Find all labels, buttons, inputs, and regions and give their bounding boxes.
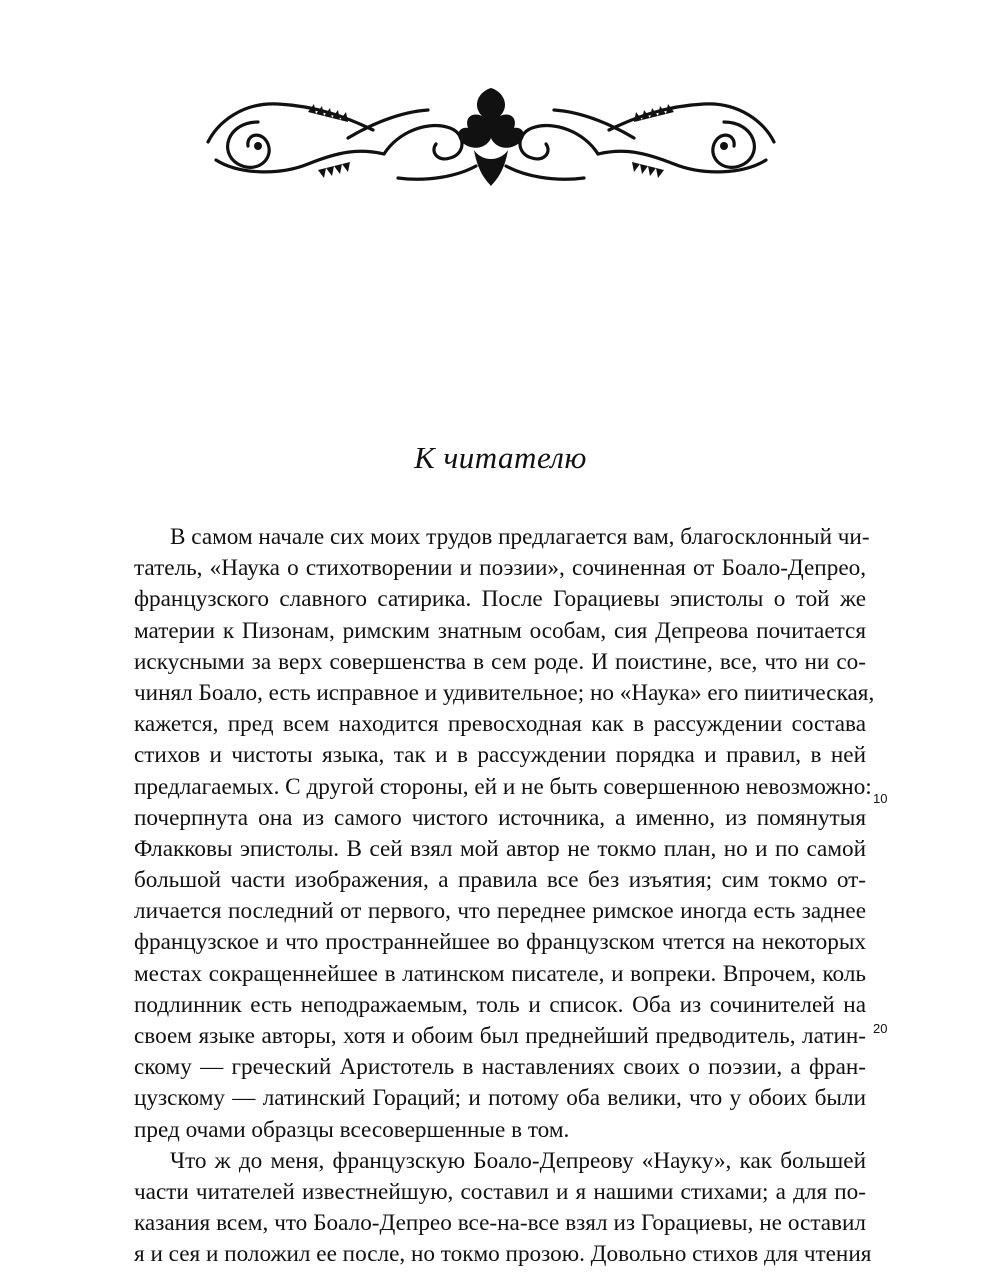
- text-line: стихов и чистоты языка, так и в рассуждении порядка и правил, в ней: [134, 742, 866, 769]
- text-line: материи к Пизонам, римским знатным особам, сия Депреова почитается: [134, 617, 866, 644]
- text-line: чинял Боало, есть исправное и удивительное; но «Наука» его пиитическая,: [134, 679, 875, 706]
- text-line: татель, «Наука о стихотворении и поэзии», сочиненная от Боало-Депрео,: [134, 555, 866, 582]
- text-line: большой части изображения, а правила все без изъятия; сим токмо от-: [134, 867, 866, 894]
- line-number: 20: [873, 1021, 888, 1036]
- text-line: кажется, пред всем находится превосходная как в рассуждении состава: [134, 711, 866, 738]
- text-line: скому — греческий Аристотель в наставлениях своих о поэзии, а фран-: [134, 1054, 866, 1081]
- line-number: 10: [873, 791, 888, 806]
- text-line: я и сея и положил ее после, но токмо прозою. Довольно стихов для чтения: [134, 1241, 872, 1268]
- text-line: подлинник есть неподражаемым, толь и список. Оба из сочинителей на: [134, 991, 866, 1018]
- text-line: почерпнута она из самого чистого источника, а именно, из помянутыя: [134, 804, 866, 831]
- text-line: казания всем, что Боало-Депрео все-на-все взял из Горациевы, не оставил: [134, 1210, 866, 1237]
- text-line: местах сокращеннейшее в латинском писателе, и вопреки. Впрочем, коль: [134, 960, 866, 987]
- text-line: французское и что пространнейшее во французском чтется на некоторых: [134, 929, 866, 956]
- text-line: личается последний от первого, что переднее римское иногда есть заднее: [134, 898, 866, 925]
- text-line: части читателей известнейшую, составил и я нашими стихами; а для по-: [134, 1178, 866, 1205]
- text-line: искусными за верх совершенства в сем роде. И поистине, все, что ни со-: [134, 648, 866, 675]
- body-text: [134, 522, 875, 1271]
- text-line: Флакковы эпистолы. В сей взял мой автор не токмо план, но и по самой: [134, 835, 866, 862]
- text-line: В самом начале сих моих трудов предлагается вам, благосклонный чи-: [170, 524, 870, 550]
- text-line: своем языке авторы, хотя и обоим был преднейший предводитель, латин-: [134, 1023, 866, 1049]
- text-line: пред очами образцы всесовершенные в том.: [134, 1116, 570, 1143]
- text-line: цузскому — латинский Гораций; и потому оба велики, что у обоих были: [134, 1085, 866, 1112]
- text-line: предлагаемых. С другой стороны, ей и не быть совершенною невозможно:: [134, 773, 872, 800]
- text-line: французского славного сатирика. После Горациевы эпистолы о той же: [134, 586, 866, 613]
- floral-scroll-headpiece-icon: [198, 82, 784, 194]
- page-title: К читателю: [414, 440, 587, 475]
- text-line: Что ж до меня, французскую Боало-Депреову «Науку», как большей: [170, 1147, 866, 1174]
